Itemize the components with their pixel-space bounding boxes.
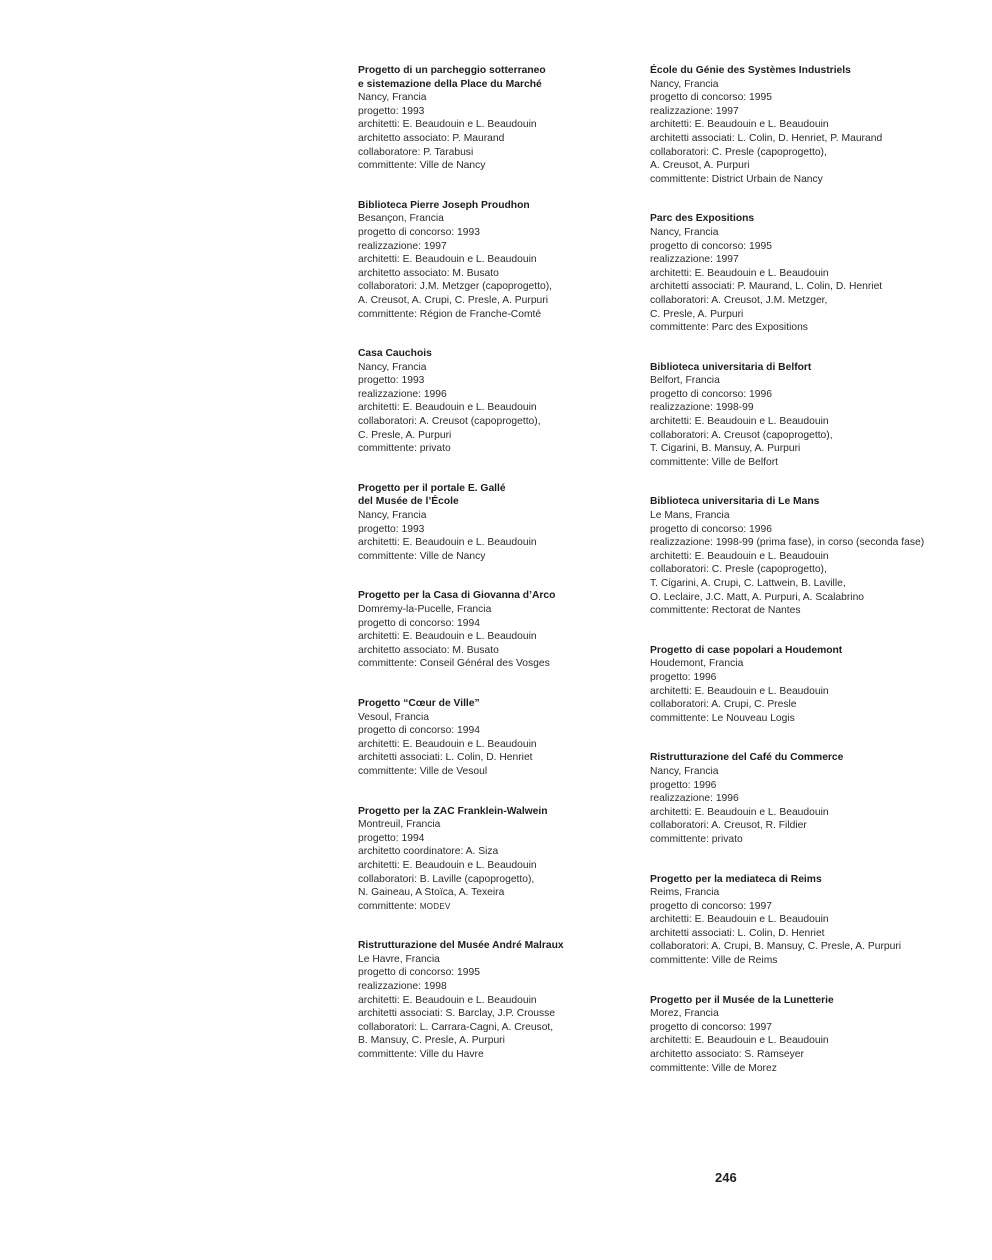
project-title: Progetto di case popolari a Houdemont (650, 644, 843, 656)
project-detail-line: collaboratori: A. Crupi, B. Mansuy, C. Presle, A. Purpuri (650, 941, 902, 953)
project-detail-line: realizzazione: 1997 (650, 254, 739, 266)
project-detail-line: realizzazione: 1998-99 (prima fase), in corso (seconda fase) (650, 537, 925, 549)
project-detail-line: committente: Ville de Reims (650, 955, 778, 967)
project-detail-line: Nancy, Francia (650, 78, 719, 90)
project-detail-line: progetto di concorso: 1997 (650, 900, 772, 912)
project-entry (358, 482, 648, 564)
project-detail-line: collaboratori: C. Presle (capoprogetto), (650, 146, 827, 158)
project-detail-line: architetto associato: M. Busato (358, 267, 499, 279)
project-detail-line: architetti: E. Beaudouin e L. Beaudouin (358, 738, 537, 750)
project-title: Biblioteca Pierre Joseph Proudhon (358, 199, 530, 211)
project-detail-line: collaboratori: J.M. Metzger (capoprogetto), (358, 281, 553, 293)
project-detail-line: architetti associati: S. Barclay, J.P. Crousse (358, 1008, 556, 1020)
project-detail-line: N. Gaineau, A Stoïca, A. Texeira (358, 887, 505, 899)
project-detail-line: architetti: E. Beaudouin e L. Beaudouin (650, 806, 829, 818)
project-title: Progetto per la mediateca di Reims (650, 873, 822, 885)
project-entry (650, 361, 950, 470)
project-detail-line: architetti: E. Beaudouin e L. Beaudouin (358, 994, 537, 1006)
project-detail-line: progetto di concorso: 1996 (650, 523, 772, 535)
project-detail-line: architetto associato: P. Maurand (358, 132, 505, 144)
project-detail-line: collaboratori: A. Creusot (capoprogetto), (650, 429, 833, 441)
project-title: Parc des Expositions (650, 213, 755, 225)
project-detail-line: Besançon, Francia (358, 213, 444, 225)
project-detail-line: progetto: 1993 (358, 375, 425, 387)
project-detail-line: architetto associato: M. Busato (358, 644, 499, 656)
project-entry (358, 347, 648, 456)
project-title: e sistemazione della Place du Marché (358, 78, 542, 90)
project-detail-line: architetti associati: L. Colin, D. Henriet (358, 752, 533, 764)
project-detail-line: committente: Parc des Expositions (650, 322, 808, 334)
project-detail-line: Belfort, Francia (650, 375, 720, 387)
project-detail-line: progetto: 1993 (358, 523, 425, 535)
project-detail-line: progetto di concorso: 1995 (650, 240, 772, 252)
project-detail-line: realizzazione: 1997 (650, 105, 739, 117)
project-detail-line: collaboratori: B. Laville (capoprogetto), (358, 873, 535, 885)
project-detail-line: Morez, Francia (650, 1008, 719, 1020)
project-title: Progetto per il portale E. Gallé (358, 482, 506, 494)
project-detail-line: progetto: 1996 (650, 779, 717, 791)
project-detail-line: Houdemont, Francia (650, 658, 744, 670)
project-detail-line: Reims, Francia (650, 887, 720, 899)
project-detail-line: collaboratori: A. Crupi, C. Presle (650, 699, 797, 711)
project-detail-line: architetti: E. Beaudouin e L. Beaudouin (358, 119, 537, 131)
project-detail-line: committente: Ville de Nancy (358, 160, 486, 172)
project-detail-line: C. Presle, A. Purpuri (358, 429, 452, 441)
project-detail-line: committente: Ville de Nancy (358, 550, 486, 562)
project-title: Progetto di un parcheggio sotterraneo (358, 65, 546, 76)
project-entry (650, 64, 950, 186)
project-detail-line: collaboratori: L. Carrara-Cagni, A. Creusot, (358, 1021, 554, 1033)
project-detail-line: progetto di concorso: 1996 (650, 388, 772, 400)
project-detail-line: committente: privato (358, 443, 451, 455)
project-title: Ristrutturazione del Musée André Malraux (358, 940, 564, 952)
project-detail-line: architetti: E. Beaudouin e L. Beaudouin (650, 1035, 829, 1047)
project-detail-line: collaboratori: C. Presle (capoprogetto), (650, 564, 827, 576)
project-detail-line: Domremy-la-Pucelle, Francia (358, 604, 492, 615)
project-entry (358, 199, 648, 321)
project-title: Ristrutturazione del Café du Commerce (650, 752, 844, 764)
project-detail-line: Le Havre, Francia (358, 953, 440, 965)
project-detail-line: T. Cigarini, A. Crupi, C. Lattwein, B. Laville, (650, 578, 846, 589)
project-detail-line: committente: Ville du Havre (358, 1049, 484, 1061)
project-detail-line: architetti: E. Beaudouin e L. Beaudouin (650, 119, 829, 131)
project-detail-line: Vesoul, Francia (358, 711, 429, 723)
project-detail-line: committente: Ville de Morez (650, 1062, 777, 1074)
project-detail-line: collaboratori: A. Creusot, J.M. Metzger, (650, 294, 828, 306)
project-detail-line: progetto di concorso: 1993 (358, 226, 480, 238)
project-detail-line: collaboratori: A. Creusot, R. Fildier (650, 820, 807, 832)
project-detail-line: A. Creusot, A. Purpuri (650, 160, 750, 172)
project-detail-line: architetti: E. Beaudouin e L. Beaudouin (358, 537, 537, 549)
project-detail-line: architetti: E. Beaudouin e L. Beaudouin (650, 267, 829, 279)
right-column (650, 64, 950, 1101)
project-title: Progetto per la ZAC Franklein-Walwein (358, 805, 548, 817)
project-detail-line: Nancy, Francia (650, 226, 719, 238)
project-entry (650, 873, 950, 968)
project-detail-line: progetto di concorso: 1994 (358, 617, 480, 629)
project-detail-line: architetto associato: S. Ramseyer (650, 1049, 804, 1061)
project-title: Casa Cauchois (358, 348, 432, 360)
page-number: 246 (715, 1170, 737, 1185)
client-label: committente: (358, 900, 420, 912)
project-entry (650, 212, 950, 334)
project-detail-line: architetto coordinatore: A. Siza (358, 846, 499, 858)
project-detail-line: C. Presle, A. Purpuri (650, 308, 744, 320)
project-entry (358, 64, 648, 173)
project-detail-line: T. Cigarini, B. Mansuy, A. Purpuri (650, 443, 801, 455)
project-detail-line: Nancy, Francia (358, 510, 427, 522)
left-column (358, 64, 648, 1088)
project-detail-line: collaboratori: A. Creusot (capoprogetto), (358, 416, 541, 428)
project-detail-line: architetti: E. Beaudouin e L. Beaudouin (650, 416, 829, 428)
project-client-line (358, 900, 648, 914)
project-detail-line: Montreuil, Francia (358, 819, 441, 831)
project-detail-line: progetto: 1993 (358, 105, 425, 117)
project-detail-line: Nancy, Francia (650, 765, 719, 777)
project-detail-line: architetti: E. Beaudouin e L. Beaudouin (358, 402, 537, 414)
project-detail-line: progetto di concorso: 1997 (650, 1021, 772, 1033)
project-title: Biblioteca universitaria di Le Mans (650, 496, 820, 508)
project-entry (650, 495, 950, 617)
project-detail-line: progetto di concorso: 1995 (358, 967, 480, 979)
project-title: Progetto “Cœur de Ville” (358, 697, 480, 709)
project-entry (650, 644, 950, 726)
project-detail-line: realizzazione: 1996 (358, 388, 447, 400)
project-detail-line: Nancy, Francia (358, 361, 427, 373)
project-entry (358, 697, 648, 779)
project-detail-line: realizzazione: 1998-99 (650, 402, 754, 414)
project-detail-line: committente: Rectorat de Nantes (650, 605, 801, 617)
project-detail-line: architetti associati: L. Colin, D. Henriet, P. Maurand (650, 132, 883, 144)
project-detail-line: committente: District Urbain de Nancy (650, 173, 823, 185)
project-title: École du Génie des Systèmes Industriels (650, 65, 851, 76)
project-title: del Musée de l’École (358, 496, 459, 508)
project-entry (358, 589, 648, 671)
project-detail-line: realizzazione: 1996 (650, 793, 739, 805)
project-entry (650, 994, 950, 1076)
project-title: Progetto per il Musée de la Lunetterie (650, 994, 834, 1006)
project-detail-line: Le Mans, Francia (650, 510, 730, 522)
project-entry (358, 939, 648, 1061)
project-detail-line: A. Creusot, A. Crupi, C. Presle, A. Purpuri (358, 294, 548, 306)
project-detail-line: Nancy, Francia (358, 92, 427, 104)
project-detail-line: progetto di concorso: 1994 (358, 725, 480, 737)
project-detail-line: progetto: 1996 (650, 671, 717, 683)
project-entry (358, 805, 648, 914)
project-detail-line: architetti associati: P. Maurand, L. Colin, D. Henriet (650, 281, 883, 293)
project-entry (650, 751, 950, 846)
project-detail-line: O. Leclaire, J.C. Matt, A. Purpuri, A. Scalabrino (650, 591, 865, 603)
project-detail-line: realizzazione: 1997 (358, 240, 447, 252)
project-detail-line: architetti: E. Beaudouin e L. Beaudouin (358, 254, 537, 266)
project-detail-line: committente: Conseil Général des Vosges (358, 658, 550, 670)
project-detail-line: committente: Ville de Vesoul (358, 765, 488, 777)
project-detail-line: realizzazione: 1998 (358, 981, 447, 993)
project-detail-line: committente: privato (650, 833, 743, 845)
project-title: Biblioteca universitaria di Belfort (650, 361, 812, 373)
project-detail-line: architetti: E. Beaudouin e L. Beaudouin (358, 631, 537, 643)
project-detail-line: architetti: E. Beaudouin e L. Beaudouin (650, 550, 829, 562)
project-detail-line: architetti: E. Beaudouin e L. Beaudouin (650, 685, 829, 697)
project-detail-line: B. Mansuy, C. Presle, A. Purpuri (358, 1035, 505, 1047)
client-name: MODEV (419, 901, 451, 911)
project-detail-line: architetti: E. Beaudouin e L. Beaudouin (358, 859, 537, 871)
project-detail-line: progetto di concorso: 1995 (650, 92, 772, 104)
project-detail-line: committente: Le Nouveau Logis (650, 712, 795, 724)
project-detail-line: architetti: E. Beaudouin e L. Beaudouin (650, 914, 829, 926)
project-detail-line: architetti associati: L. Colin, D. Henriet (650, 927, 825, 939)
project-detail-line: collaboratore: P. Tarabusi (358, 146, 474, 158)
project-detail-line: committente: Région de Franche-Comté (358, 308, 542, 320)
project-title: Progetto per la Casa di Giovanna d’Arco (358, 590, 556, 602)
project-detail-line: progetto: 1994 (358, 832, 425, 844)
project-detail-line: committente: Ville de Belfort (650, 456, 779, 468)
